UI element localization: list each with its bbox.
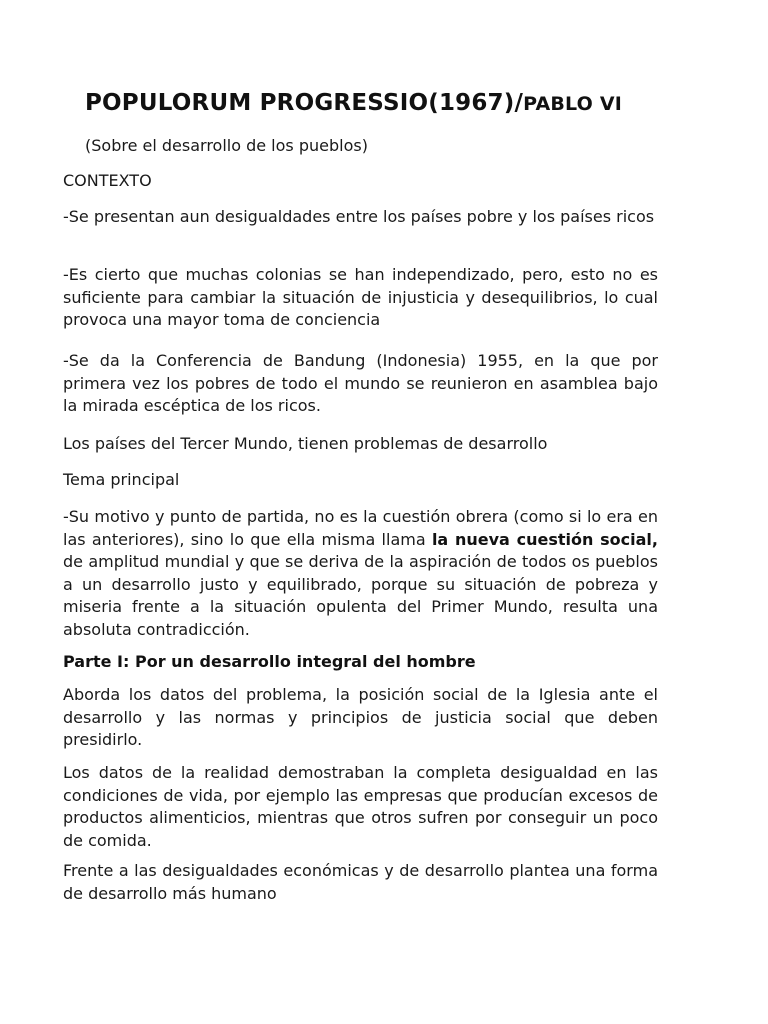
theme-paragraph: [63, 506, 658, 641]
part1-paragraph-2: Los datos de la realidad demostraban la completa desigualdad en las condiciones de vida, por ejemplo las empresas que producían excesos de productos alimenticios, mientras que otros sufren por conseguir un poco de comida.: [63, 763, 658, 850]
document-title: [85, 90, 622, 116]
section-heading-context: CONTEXTO: [63, 171, 152, 190]
theme-text-before: -Su motivo y punto de partida, no es la cuestión obrera (como si lo era en las anteriores), sino lo que ella misma llama: [63, 507, 658, 549]
part1-heading: Parte I: Por un desarrollo integral del hombre: [63, 652, 476, 671]
part1-paragraph-3: Frente a las desigualdades económicas y de desarrollo plantea una forma de desarrollo más humano: [63, 861, 658, 903]
section-heading-theme: Tema principal: [63, 470, 180, 489]
document-subtitle: (Sobre el desarrollo de los pueblos): [85, 136, 368, 155]
theme-text-bold: la nueva cuestión social,: [431, 529, 658, 549]
part1-paragraph-1: Aborda los datos del problema, la posición social de la Iglesia ante el desarrollo y las normas y principios de justicia social que deben presidirlo.: [63, 685, 658, 749]
theme-text-after: de amplitud mundial y que se deriva de la aspiración de todos os pueblos a un desarrollo justo y equilibrado, porque su situación de pobreza y miseria frente a la situación opulenta del Primer Mundo, resulta una absoluta contradicción.: [63, 552, 658, 639]
context-paragraph-3: -Se da la Conferencia de Bandung (Indonesia) 1955, en la que por primera vez los pobres de todo el mundo se reunieron en asamblea bajo la mirada escéptica de los ricos.: [63, 351, 658, 415]
title-author: PABLO VI: [523, 93, 623, 115]
context-paragraph-4: Los países del Tercer Mundo, tienen problemas de desarrollo: [63, 434, 548, 453]
title-main: POPULORUM PROGRESSIO(1967)/: [85, 90, 524, 116]
context-paragraph-2: -Es cierto que muchas colonias se han independizado, pero, esto no es suficiente para cambiar la situación de injusticia y desequilibrios, lo cual provoca una mayor toma de conciencia: [63, 265, 658, 329]
context-paragraph-1: -Se presentan aun desigualdades entre los países pobre y los países ricos: [63, 207, 655, 226]
